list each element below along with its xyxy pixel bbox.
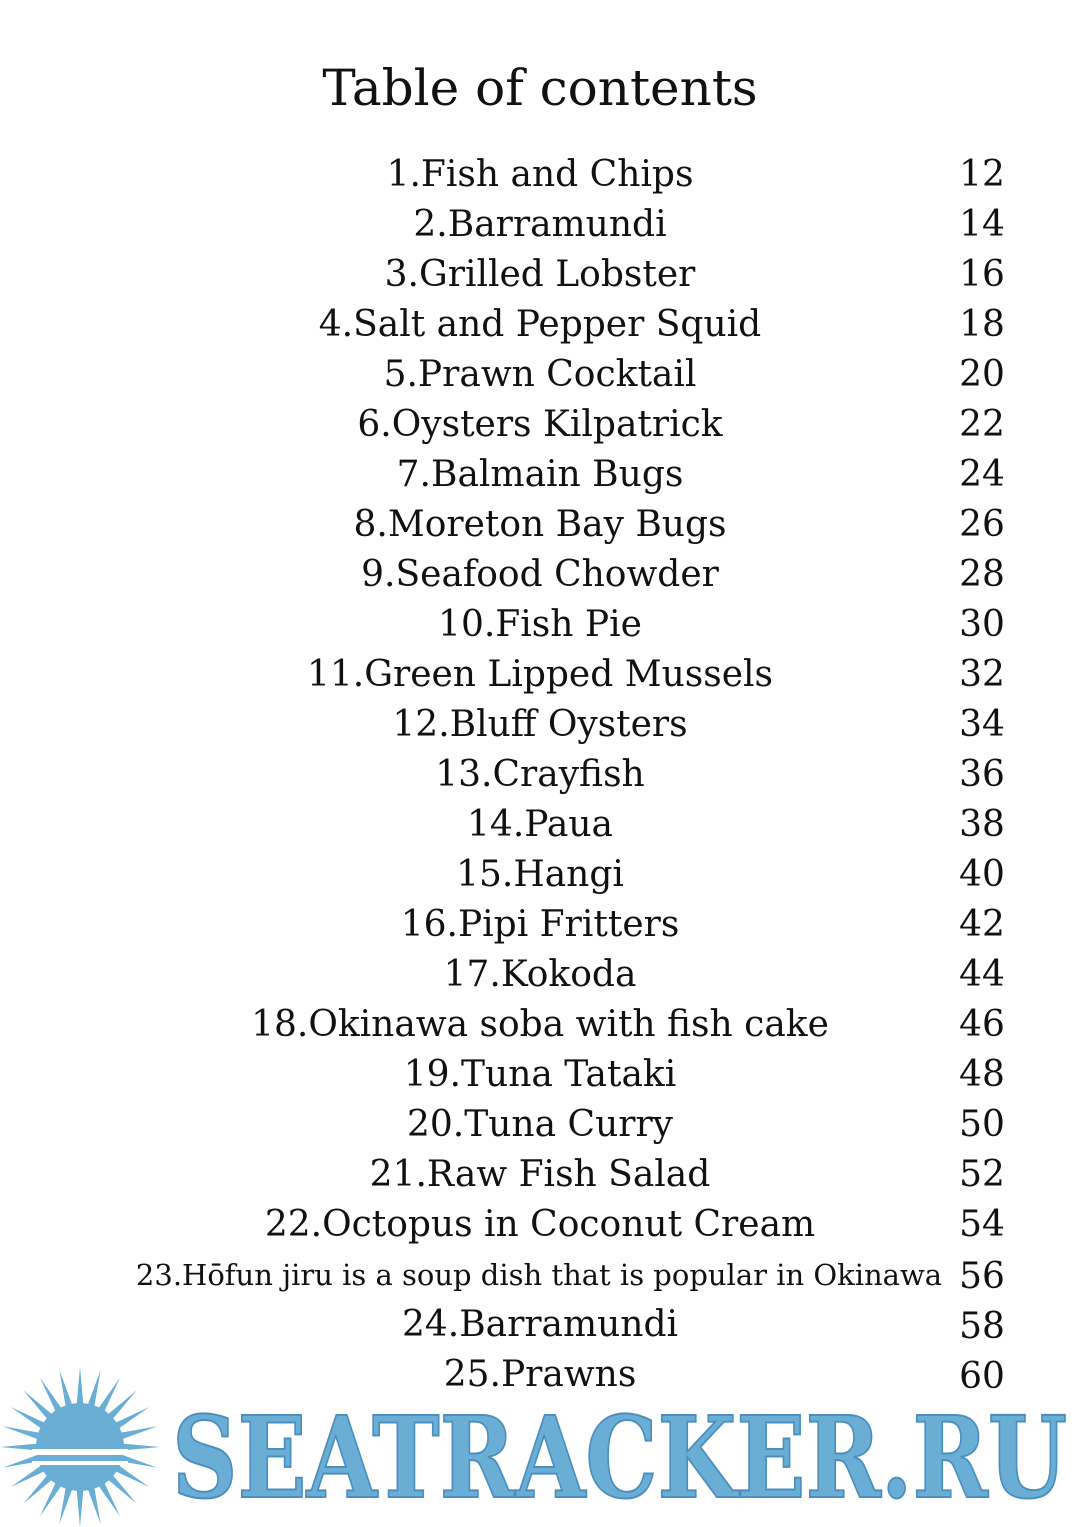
sun-ray	[76, 1487, 83, 1527]
toc-entry-page: 26	[959, 504, 1005, 545]
sun-icon	[0, 1367, 160, 1527]
toc-entry-title: 3.Grilled Lobster	[384, 254, 696, 295]
toc-entry-page: 30	[959, 604, 1005, 645]
toc-entry-title: 5.Prawn Cocktail	[383, 354, 697, 395]
toc-entry[interactable]	[0, 900, 1080, 950]
toc-entry-title: 6.Oysters Kilpatrick	[357, 404, 723, 445]
toc-entry-page: 48	[959, 1054, 1005, 1095]
toc-entry[interactable]	[0, 500, 1080, 550]
sun-ray	[76, 1367, 83, 1407]
toc-entry-title: 2.Barramundi	[413, 204, 667, 245]
toc-entry-page: 22	[959, 404, 1005, 445]
toc-list	[0, 150, 1080, 1400]
toc-entry-title: 24.Barramundi	[401, 1304, 679, 1345]
toc-entry[interactable]	[0, 200, 1080, 250]
toc-entry[interactable]	[0, 800, 1080, 850]
toc-entry-page: 58	[959, 1306, 1005, 1347]
sun-ray	[59, 1370, 73, 1410]
toc-entry-page: 52	[959, 1154, 1005, 1195]
toc-entry[interactable]	[0, 150, 1080, 200]
toc-entry-page: 50	[959, 1104, 1005, 1145]
toc-entry-page: 16	[959, 254, 1005, 295]
toc-entry[interactable]	[0, 350, 1080, 400]
toc-entry-title: 22.Octopus in Coconut Cream	[264, 1204, 816, 1245]
toc-entry-page: 20	[959, 354, 1005, 395]
toc-entry-page: 60	[959, 1356, 1005, 1397]
toc-entry-title: 25.Prawns	[443, 1354, 637, 1395]
toc-entry-title: 10.Fish Pie	[438, 604, 642, 645]
toc-entry-title: 13.Crayfish	[435, 754, 645, 795]
toc-entry[interactable]	[0, 400, 1080, 450]
toc-entry[interactable]	[0, 600, 1080, 650]
toc-entry-page: 36	[959, 754, 1005, 795]
toc-entry-title: 12.Bluff Oysters	[392, 704, 688, 745]
toc-entry[interactable]	[0, 1250, 1080, 1300]
toc-entry[interactable]	[0, 1200, 1080, 1250]
sun-ray	[3, 1426, 43, 1440]
watermark-logo	[0, 1362, 1080, 1527]
toc-entry-page: 34	[959, 704, 1005, 745]
toc-entry[interactable]	[0, 1100, 1080, 1150]
toc-entry[interactable]	[0, 850, 1080, 900]
toc-entry[interactable]	[0, 700, 1080, 750]
toc-entry-title: 7.Balmain Bugs	[396, 454, 684, 495]
watermark-text: SEATRACKER.RU	[172, 1393, 1067, 1524]
sun-ray	[59, 1485, 73, 1525]
toc-entry-page: 54	[959, 1204, 1005, 1245]
toc-entry[interactable]	[0, 1050, 1080, 1100]
toc-entry-page: 42	[959, 904, 1005, 945]
sun-ray	[118, 1426, 158, 1440]
toc-entry[interactable]	[0, 1300, 1080, 1350]
toc-entry[interactable]	[0, 750, 1080, 800]
toc-entry-title: 17.Kokoda	[443, 954, 637, 995]
toc-entry-title: 8.Moreton Bay Bugs	[353, 504, 727, 545]
toc-entry-title: 20.Tuna Curry	[406, 1104, 674, 1145]
toc-entry-title: 14.Paua	[467, 804, 613, 845]
toc-entry-page: 40	[959, 854, 1005, 895]
sun-ray	[87, 1370, 101, 1410]
toc-entry[interactable]	[0, 1000, 1080, 1050]
toc-entry-page: 28	[959, 554, 1005, 595]
toc-entry[interactable]	[0, 550, 1080, 600]
toc-entry-title: 21.Raw Fish Salad	[369, 1154, 711, 1195]
toc-entry-title: 15.Hangi	[456, 854, 624, 895]
sun-ray	[87, 1485, 101, 1525]
toc-entry-page: 12	[959, 154, 1005, 195]
toc-entry[interactable]	[0, 950, 1080, 1000]
toc-entry[interactable]	[0, 300, 1080, 350]
toc-entry-title: 18.Okinawa soba with fish cake	[251, 1004, 829, 1045]
toc-entry-page: 44	[959, 954, 1005, 995]
sun-ray	[118, 1454, 158, 1468]
toc-entry-page: 46	[959, 1004, 1005, 1045]
toc-entry-page: 56	[959, 1256, 1005, 1297]
toc-entry-page: 24	[959, 454, 1005, 495]
toc-entry-title: 19.Tuna Tataki	[403, 1054, 677, 1095]
toc-entry-page: 14	[959, 204, 1005, 245]
page-title: Table of contents	[322, 59, 758, 117]
toc-entry-title: 23.Hōfun jiru is a soup dish that is popular in Okinawa	[135, 1258, 943, 1292]
toc-entry[interactable]	[0, 250, 1080, 300]
toc-entry-title: 16.Pipi Fritters	[400, 904, 680, 945]
toc-entry-page: 38	[959, 804, 1005, 845]
sun-ray	[3, 1454, 43, 1468]
toc-entry-title: 1.Fish and Chips	[386, 154, 694, 195]
toc-entry-page: 18	[959, 304, 1005, 345]
toc-entry-title: 9.Seafood Chowder	[361, 554, 719, 595]
toc-entry[interactable]	[0, 650, 1080, 700]
toc-entry[interactable]	[0, 1150, 1080, 1200]
toc-entry-title: 4.Salt and Pepper Squid	[318, 304, 762, 345]
toc-entry-title: 11.Green Lipped Mussels	[306, 654, 774, 695]
toc-entry[interactable]	[0, 450, 1080, 500]
toc-entry-page: 32	[959, 654, 1005, 695]
